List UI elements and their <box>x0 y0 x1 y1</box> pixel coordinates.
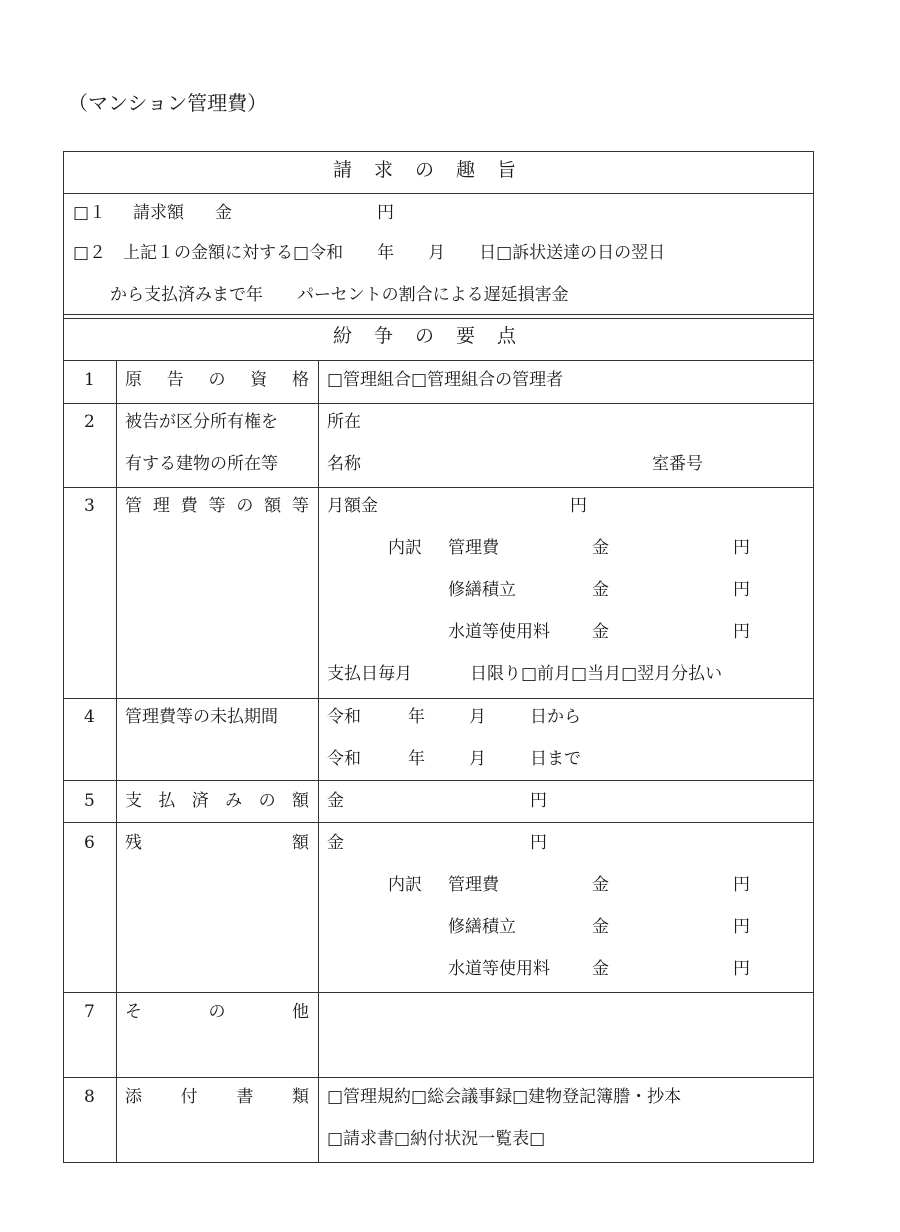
row-label-plaintiff: 原 告 の 資 格 <box>125 370 309 390</box>
to-year: 年 <box>408 749 425 769</box>
attachments-line-1: □管理規約□総会議事録□建物登記簿謄・抄本 <box>327 1087 682 1107</box>
item-kin: 金 <box>592 959 609 979</box>
item-kin: 金 <box>592 538 609 558</box>
row-number: 4 <box>84 707 95 727</box>
item-kin: 金 <box>592 875 609 895</box>
to-month: 月 <box>469 749 486 769</box>
row-number: 3 <box>84 496 95 516</box>
monthly-yen: 円 <box>570 496 587 516</box>
item-name: 管理費 <box>448 875 499 895</box>
item-yen: 円 <box>733 622 750 642</box>
to-day: 日まで <box>530 749 581 769</box>
claim-kin: 金 <box>215 203 232 223</box>
row-number: 8 <box>84 1087 95 1107</box>
item-name: 管理費 <box>448 538 499 558</box>
row-number: 2 <box>84 412 95 432</box>
item-kin: 金 <box>592 622 609 642</box>
item-yen: 円 <box>733 538 750 558</box>
from-day: 日から <box>530 707 581 727</box>
plaintiff-options: □管理組合□管理組合の管理者 <box>327 370 564 390</box>
row-label-paid: 支 払 済 み の 額 <box>125 791 309 811</box>
claim-line-3: から支払済みまで年 パーセントの割合による遅延損害金 <box>110 285 569 305</box>
item-yen: 円 <box>733 959 750 979</box>
claim-amount-label: 請求額 <box>133 203 184 223</box>
row-label-building-1: 被告が区分所有権を <box>125 412 278 432</box>
item-yen: 円 <box>733 917 750 937</box>
from-era: 令和 <box>327 707 361 727</box>
item-name: 修繕積立 <box>448 580 516 600</box>
item-yen: 円 <box>733 875 750 895</box>
row-number: 6 <box>84 833 95 853</box>
balance-yen: 円 <box>530 833 547 853</box>
room-number-label: 室番号 <box>652 454 703 474</box>
row-number: 5 <box>84 791 95 811</box>
doc-title: （マンション管理費） <box>68 91 268 115</box>
item-yen: 円 <box>733 580 750 600</box>
payment-day-label: 支払日毎月 <box>327 664 412 684</box>
balance-kin: 金 <box>327 833 344 853</box>
row-label-balance-left: 残 <box>125 833 142 853</box>
row-number: 1 <box>84 370 95 390</box>
item-kin: 金 <box>592 917 609 937</box>
from-month: 月 <box>469 707 486 727</box>
claim-line-2: □２ 上記１の金額に対する□令和 年 月 日□訴状送達の日の翌日 <box>73 243 666 263</box>
breakdown-label: 内訳 <box>388 538 422 558</box>
item-kin: 金 <box>592 580 609 600</box>
row-label-fees: 管 理 費 等 の 額 等 <box>125 496 309 516</box>
item-name: 修繕積立 <box>448 917 516 937</box>
row-label-balance-right: 額 <box>292 833 309 853</box>
row-label-other: そ の 他 <box>125 1002 309 1022</box>
claim-checkbox-1: □１ <box>73 203 107 223</box>
monthly-amount-label: 月額金 <box>327 496 378 516</box>
row-number: 7 <box>84 1002 95 1022</box>
to-era: 令和 <box>327 749 361 769</box>
payment-options: 日限り□前月□当月□翌月分払い <box>470 664 723 684</box>
item-name: 水道等使用料 <box>448 622 550 642</box>
claim-yen: 円 <box>377 203 394 223</box>
paid-yen: 円 <box>530 791 547 811</box>
row-label-building-2: 有する建物の所在等 <box>125 454 278 474</box>
paid-kin: 金 <box>327 791 344 811</box>
from-year: 年 <box>408 707 425 727</box>
dispute-header: 紛争の要点 <box>333 325 539 347</box>
location-label: 所在 <box>327 412 361 432</box>
row-label-unpaid-period: 管理費等の未払期間 <box>125 707 278 727</box>
building-name-label: 名称 <box>327 454 361 474</box>
attachments-line-2: □請求書□納付状況一覧表□ <box>327 1129 546 1149</box>
claim-header: 請求の趣旨 <box>333 159 539 181</box>
breakdown-label: 内訳 <box>388 875 422 895</box>
item-name: 水道等使用料 <box>448 959 550 979</box>
row-label-attachments: 添 付 書 類 <box>125 1087 309 1107</box>
